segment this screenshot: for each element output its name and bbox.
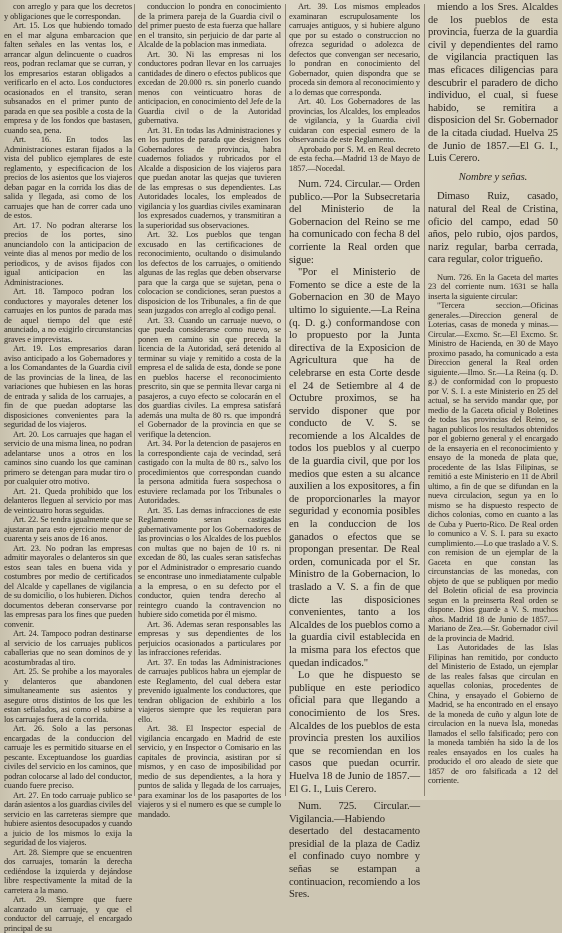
text-column-4	[428, 2, 558, 798]
paragraph: Art. 25. Se prohibe a los mayorales y delanteros que abandonen simultaneamente sus asientos y asegure otros distintos de los que les estan sefialados, asi como el subirse a los carruajes fuera de la corrida.	[4, 667, 132, 724]
paragraph: Art. 26. Solo a las personas encargadas de la conduccion del carruaje les es permitido situarse en el pescante. Exceptuandose los guardias civiles del servicio en los caminos, que podran colocarse al lado del conductor, cuando fuere preciso.	[4, 724, 132, 790]
paragraph: Art. 36. Ademas seran responsables las empresas y sus dependientes de los perjuicios ocasionados a particulares por las infracciones referidas.	[138, 619, 281, 657]
paragraph: Art. 24. Tampoco podran destinarse al servicio de los carruajes publicos caballerias que no sean dominos de y acostumbradas al tiro.	[4, 629, 132, 667]
paragraph: con arreglo y para que los decretos y obligaciones que le correspondan.	[4, 2, 132, 21]
paragraph: Art. 32. Los pueblos que tengan excusado en las certificaciones de reconocimiento, ocultando o disimulando los defectos de los carruajes, o omitiendo algunas de las reglas que deben observarse para que la carga que se sujetan, pena o colocacion se condiciones, seran puestos a disposicion de los Tribunales, a fin de que sean juzgados con arreglo al codigo penal.	[138, 230, 281, 315]
text-column-2	[138, 2, 281, 819]
paragraph: Art. 19. Los empresarios daran aviso anticipado a los Gobernadores y a los Comandantes de la Guardia civil de las provincias de la linea, de las variaciones que hubiesen en las horas de entrada y salida de los carruajes, a fin de que puedan adoptarse las disposiciones convenientes para la seguridad de los viajeros.	[4, 344, 132, 429]
paragraph: Art. 16. En todos las Administraciones estaran fijados a la vista del publico ejemplares de este reglamento, y especificacion de los precios de los asientos que los viajeros deban pagar en la corrida los dias de salida y llegada, asi como de los carruajes que han de correr cada uno de estos.	[4, 135, 132, 220]
paragraph: Art. 33. Cuando un carruaje nuevo, o que pueda considerarse como nuevo, se ponen en camino sin que preceda la licencia de la Autoridad, será detenido al terminar su viaje y remitido a costa de la empresa el de salida de esta, donde se pone en pueblos hacerse el reconocimiento prescrito, sin que se permita llevar carga ni pasajeros, a cuyo efecto se colocarán en el dos guardias civiles. La empresa satisfará además una multa de 80 rs. que impondrá el Gobernador de la provincia en que se verifique la detencion.	[138, 315, 281, 439]
paragraph: "Tercera seccion.—Oficinas generales.—Direccion general de Loterias, casas de moneda y minas.—Circular.—Excmo. Sr.—El Excmo. Sr. Ministro de Hacienda, en 30 de Mayo proximo pasado, ha comunicado a esta Direccion general la Real orden siguiente.—Ilmo. Sr.—La Reina (q. D. g.) de conformidad con lo propuesto por V. S. I. a este Ministerio en 25 del actual, se ha servido mandar que, por medio de la Gaceta oficial y Boletines de todas las provincias del Reino, se hagan publicos los resultados obtenidos por el gobierno general y el encargado de la ensayeria en el reconocimiento y ensayo de la moneda de plata que, procedente de las Islas Filipinas, se remitió a este Ministerio en 11 de Abril ultimo, a fin de que se difundan en la nueva circulacion, segun ya en lo mismo se ha dispuesto respecto de dichos colonias, como en cuanto a las de Cuba y Puerto-Rico. De Real orden lo comunico a V. S. I. para su exacto cumplimiento.—Lo que traslado a V. S. con remision de un ejemplar de la Gaceta en que constan las circunstancias de las monedas, con objeto de que se publiquen por medio del Boletin oficial de esa provincia segun en la preinserta Real orden se dispone. Dios guarde a V. S. muchos años. Madrid 18 de Junio de 1857.—Mariano de Zea.—Sr. Gobernador civil de la provincia de Madrid.	[428, 301, 558, 643]
paragraph: Aprobado por S. M. en Real decreto de esta fecha.—Madrid 13 de Mayo de 1857.—Nocedal.	[289, 144, 420, 173]
paragraph: Art. 39. Los mismos empleados examinaran escrupulosamente los carruajes antiguos, y si hubiere alguno que por su estado o construccion no ofrezca seguridad o adolezca de defectos que convengan ser necesario, lo pondran en conocimiento del Gobernador, quien dispondra que se proceda sin demora al reconocimiento y a lo demas que corresponda.	[289, 2, 420, 97]
paragraph: miendo a los Sres. Alcaldes de los pueblos de esta provincia, fuerza de la guardia civil y dependientes del ramo de vigilancia practiquen las mas eficaces diligencias para descubrir el paradero de dicho individuo, el cual, si fuese habido, se remitira a disposicion del Sr. Gobernador de la citada ciudad. Huelva 25 de Junio de 1857.—El G. I., Luis Cerero.	[428, 2, 558, 165]
paragraph: Lo que he dispuesto se publique en este periodico oficial para que llegando a conocimiento de los Sres. Alcaldes de los pueblos de esta provincia presten los auxilios que se recomiendan en los casos que puedan ocurrir. Huelva 18 de Junio de 1857.—El G. I., Luis Cerero.	[289, 670, 420, 795]
paragraph: Dimaso Ruiz, casado, natural del Real de Cristina, oficio del campo, edad 50 años, pelo rubio, ojos pardos, nariz regular, barba cerrada, cara regular, color trigueño.	[428, 191, 558, 266]
column-rule	[134, 4, 135, 796]
text-column-3	[289, 2, 420, 901]
paragraph: Num. 724. Circular.— Orden publico.—Por la Subsecretaria del Ministerio de la Gobernacion del Reino se me ha comunicado con fecha 8 del corriente la Real orden que sigue:	[289, 179, 420, 266]
paragraph: Art. 34. Por la detencion de pasajeros en la correspondiente caja de vecindad, será castigado con la multa de 80 rs., salvo los procedimientos que correspondan cuando la persona admitida fuera sospechosa o estuviere reclamada por los Tribunales o Autoridades.	[138, 439, 281, 505]
text-column-1	[4, 2, 132, 933]
paragraph: Art. 23. No podran las empresas admitir mayorales o delanteros sin que estos sean tales en buena vida y costumbres por medio de certificados del Alcalde y capellanes de vigilancia de su domicilio, o los hubieren. Dichos documentos deberan conservarse por las empresas para los fines que pueden convenir.	[4, 543, 132, 629]
paragraph: Art. 27. En todo carruaje publico se darán asientos a los guardias civiles del servicio en las carreteras siempre que hubiere asientos desocupados y cuando a juicio de los mismos lo exija la seguridad de los viajeros.	[4, 790, 132, 847]
paragraph: Las Autoridades de las Islas Filipinas han remitido, por conducto del Ministerio de Estado, un ejemplar de las reales falsas que circulan en aquellas colonias, procedentes de China, y ensayado el Gobierno de Madrid, se ha encontrado en el ensayo de la moneda de cuño y algun lote de circulacion en la nueva Isla, monedas llamados el sello falsificado; pero con la moneda también ha sido la de los reales ensayados en los cuales ha producido el oro aleado de siete que 1857 de oro falsificada a 12 del corriente.	[428, 643, 558, 786]
paragraph: Art. 35. Las demas infracciones de este Reglamento seran castigadas gubernativamente por los Gobernadores de las provincias o los Alcaldes de los pueblos con multas que no bajen de 10 rs. ni excedan de 80, las cuales seran satisfechas por el Administrador o empresario cuando se encontrase uno inmediatamente culpable a la empresa, o en su defecto por el conductor, quien tendra derecho al reintegro cuando la contravencion no hubiere sido cometida por él mismo.	[138, 505, 281, 619]
paragraph: Art. 28. Siempre que se encuentren dos carruajes, tomarán la derecha cediéndose la izquierda y dejándose libre respectivamente la mitad de la carretera a la mano.	[4, 847, 132, 895]
column-rule	[424, 4, 425, 796]
paragraph: Art. 29. Siempre que fuere alcanzado un carruaje, y que el conductor del carruaje, el encargado principal de su	[4, 895, 132, 933]
paragraph: Art. 37. En todas las Administraciones de carruajes publicos habra un ejemplar de este Reglamento, del cual debera estar prevenido igualmente los conductores, que tendran obligacion de exhibirlo a los viajeros siempre que les requieran para ello.	[138, 657, 281, 724]
column-rule	[285, 4, 286, 796]
paragraph: "Por el Ministerio de Fomento se dice a este de la Gobernacion en 30 de Mayo ultimo lo siguiente.—La Reina (q. D. g.) conformandose con lo propuesto por la Junta directiva de la Exposicion de Agricultura que ha de celebrarse en esta Corte desde el 24 de Setiembre al 4 de Octubre proximos, se ha servido disponer que por conducto de V. S. se recomiende a los Alcaldes de todos los pueblos y al cuerpo de la guardia civil, que por los medios que esten a su alcance auxilien a los expositores, a fin de proporcionarles la mayor seguridad y economia posibles en la conduccion de los ganados o efectos que se propongan presentar. De Real orden, comunicada por el Sr. Ministro de la Gobernacion, lo traslado a V. S. a fin de que dicte las disposiciones convenientes, tanto a los Alcaldes de los pueblos como a la guardia civil establecida en la misma para los efectos que quedan indicados."	[289, 267, 420, 669]
paragraph: Art. 21. Queda prohibido que los delanteros lleguen al servicio por mas de veinticuatro horas seguidas.	[4, 486, 132, 515]
paragraph: Num. 725. Circular.—Vigilancia.—Habiendo desertado del destacamento presidial de la plaza de Cadiz el confinado cuyo nombre y señas se estampan a continuacion, recomiendo a los Sres.	[289, 801, 420, 901]
paragraph: conduccion lo pondra en conocimiento de la primera pareja de la Guardia civil o del primer puesto de esta fuerza que hallare en el transito, sin perjuicio de dar parte al Alcalde de la poblacion mas inmediata.	[138, 2, 281, 49]
paragraph: Art. 17. No podran alterarse los precios de los portes, sino anunciandolo con la anticipacion de veinte dias al menos por medio de los periodicos, y de avisos fijados con igual anticipacion en las Administraciones.	[4, 220, 132, 287]
paragraph: Art. 40. Los Gobernadores de las provincias, los Alcaldes, los empleados de vigilancia, y la Guardia civil cuidaran con especial esmero de la observancia de este Reglamento.	[289, 97, 420, 144]
paragraph: Art. 30. Ni las empresas ni los conductores podran llevar en los carruajes cantidades de dinero o efectos publicos que excedan de 20.000 rs. sin ponerlo cuando menos con veinticuatro horas de anticipacion, en conocimiento del Jefe de la Guardia civil o de la Autoridad gubernativa.	[138, 49, 281, 125]
section-heading: Nombre y señas.	[458, 171, 528, 183]
paragraph: Num. 726. En la Gaceta del martes 23 del corriente num. 1631 se halla inserta la siguiente circular:	[428, 272, 558, 301]
paragraph: Art. 18. Tampoco podran los conductores y mayorales detener los carruajes en los puntos de parada mas de aquel tiempo del que esté anunciado, a no exigirlo circunstancias graves e imprevistas.	[4, 287, 132, 344]
paragraph: Art. 15. Los que hubiendo tomado en el mar alguna embarcacion que falten señales en las ventas los, e arrancar algun delincuente o cuadros reos, podran reclamar que se curran, y los empresarios estaran obligados a verificarlo en el acto. Los conductores ocasionados en el transito, seran subsanados en el primer punto de parada en que sea posible a costa de la empresa y de los fondos que bastasen, cuando sea, pena.	[4, 21, 132, 135]
paragraph: Art. 31. En todas las Administraciones y en los puntos de parada que designen los Gobernadores de provincia, habra cuadernos foliados y rubricados por el Alcalde a disposicion de los viajeros para que puedan anotar las quejas que tuvieren de las empresas o sus dependientes. Las Autoridades locales, los empleados de vigilancia y los guardias civiles examinaran los expresados cuadernos, y transmitiran a la superioridad sus observaciones.	[138, 125, 281, 230]
paragraph: Art. 20. Los carruajes que hagan el servicio de una misma linea, no podran adelantarse unos a otros en los caminos sino cuando los que caminan primero se detengan para mudar tiro o por cualquier otro motivo.	[4, 429, 132, 486]
paragraph: Art. 38. El Inspector especial de vigilancia encargado en Madrid de este servicio, y en Inspector o Comisario en las capitales de provincia, asistiran por sí mismos, y en caso de imposibilidad por medio de sus dependientes, a la hora y puntos de salida y llegada de los carruajes, para examinar los de los pasaportes de los viajeros y si el numero es que se cumple lo mandado.	[138, 724, 281, 819]
paragraph: Art. 22. Se tendra igualmente que se ajustaran para esto ejercicio menor de cuarenta y seis anos de 16 anos.	[4, 515, 132, 543]
